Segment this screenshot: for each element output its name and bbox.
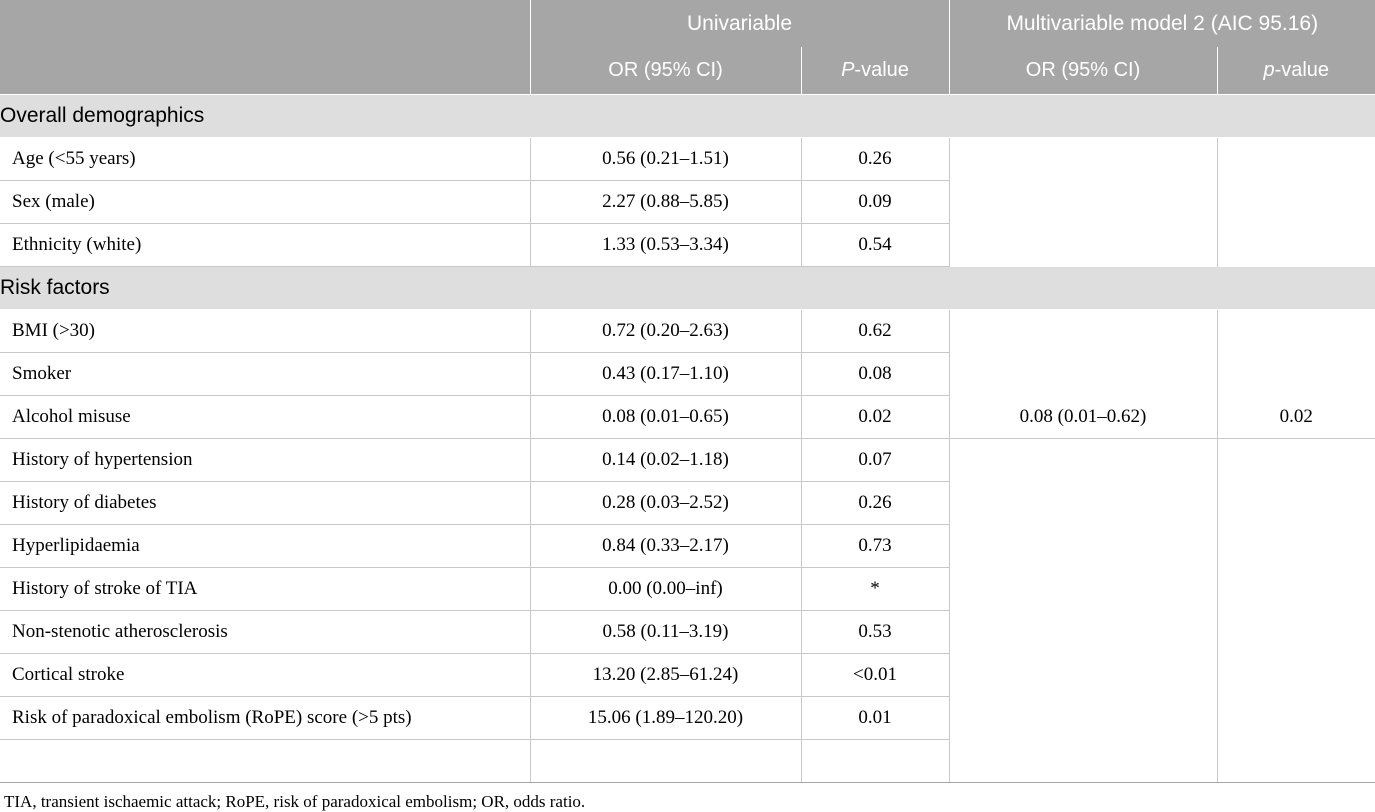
uni-or-cell: 0.00 (0.00–inf) [530,568,801,611]
uni-or-cell [530,740,801,783]
table-footnote: TIA, transient ischaemic attack; RoPE, risk of paradoxical embolism; OR, odds ratio. [4,792,586,811]
row-label: History of hypertension [0,439,530,482]
uni-p-cell: 0.62 [801,310,949,353]
row-label-header [0,0,530,47]
row-label: Alcohol misuse [0,396,530,439]
uni-p-cell: 0.07 [801,439,949,482]
uni-p-cell: 0.01 [801,697,949,740]
group-header-row [0,0,1375,47]
multi-or-empty [949,310,1217,396]
uni-or-cell: 0.28 (0.03–2.52) [530,482,801,525]
uni-or-cell: 1.33 (0.53–3.34) [530,224,801,267]
multi-p-empty [1217,138,1375,267]
multivariable-p-subheader [1217,47,1375,95]
uni-p-cell: * [801,568,949,611]
uni-or-cell: 0.14 (0.02–1.18) [530,439,801,482]
multi-or-cell [949,740,1217,783]
uni-or-cell: 0.08 (0.01–0.65) [530,396,801,439]
section-header-row [0,267,1375,310]
row-label: Smoker [0,353,530,396]
row-label: BMI (>30) [0,310,530,353]
multi-or-cell: 0.08 (0.01–0.62) [949,396,1217,439]
uni-p-cell: 0.08 [801,353,949,396]
uni-or-cell: 0.58 (0.11–3.19) [530,611,801,654]
multi-p-empty [1217,439,1375,740]
uni-p-cell: 0.53 [801,611,949,654]
table-row [0,310,1375,353]
uni-p-cell: <0.01 [801,654,949,697]
row-label: Sex (male) [0,181,530,224]
multi-or-empty [949,439,1217,740]
row-label: Ethnicity (white) [0,224,530,267]
row-label [0,740,530,783]
uni-p-cell: 0.26 [801,482,949,525]
multi-p-empty [1217,310,1375,396]
row-label: Cortical stroke [0,654,530,697]
p-suffix-2: -value [1274,59,1330,81]
table-body [0,95,1375,783]
row-label: Age (<55 years) [0,138,530,181]
row-label: Non-stenotic atherosclerosis [0,611,530,654]
univariable-p-subheader [801,47,949,95]
uni-or-cell: 2.27 (0.88–5.85) [530,181,801,224]
univariable-group-header: Univariable [530,0,949,47]
uni-p-cell: 0.02 [801,396,949,439]
table-row [0,396,1375,439]
uni-p-cell: 0.09 [801,181,949,224]
uni-or-cell: 0.84 (0.33–2.17) [530,525,801,568]
section-title: Overall demographics [0,95,1375,138]
multi-p-cell [1217,740,1375,783]
uni-or-cell: 15.06 (1.89–120.20) [530,697,801,740]
p-suffix: -value [854,59,909,81]
section-header-row [0,95,1375,138]
row-label: History of diabetes [0,482,530,525]
uni-p-cell [801,740,949,783]
table-row [0,439,1375,482]
multi-or-empty [949,138,1217,267]
multi-p-cell: 0.02 [1217,396,1375,439]
table-row [0,138,1375,181]
blank-subheader [0,47,530,95]
uni-or-cell: 0.72 (0.20–2.63) [530,310,801,353]
table-head [0,0,1375,95]
multivariable-group-header: Multivariable model 2 (AIC 95.16) [949,0,1375,47]
multivariable-or-subheader: OR (95% CI) [949,47,1217,95]
uni-or-cell: 0.56 (0.21–1.51) [530,138,801,181]
uni-or-cell: 13.20 (2.85–61.24) [530,654,801,697]
uni-p-cell: 0.54 [801,224,949,267]
uni-p-cell: 0.26 [801,138,949,181]
section-title: Risk factors [0,267,1375,310]
row-label: Risk of paradoxical embolism (RoPE) score (>5 pts) [0,697,530,740]
uni-or-cell: 0.43 (0.17–1.10) [530,353,801,396]
row-label: History of stroke of TIA [0,568,530,611]
table-row [0,740,1375,783]
row-label: Hyperlipidaemia [0,525,530,568]
subheader-row [0,47,1375,95]
p-italic: P [841,59,855,81]
univariable-or-subheader: OR (95% CI) [530,47,801,95]
p-italic-2: p [1263,59,1275,81]
uni-p-cell: 0.73 [801,525,949,568]
